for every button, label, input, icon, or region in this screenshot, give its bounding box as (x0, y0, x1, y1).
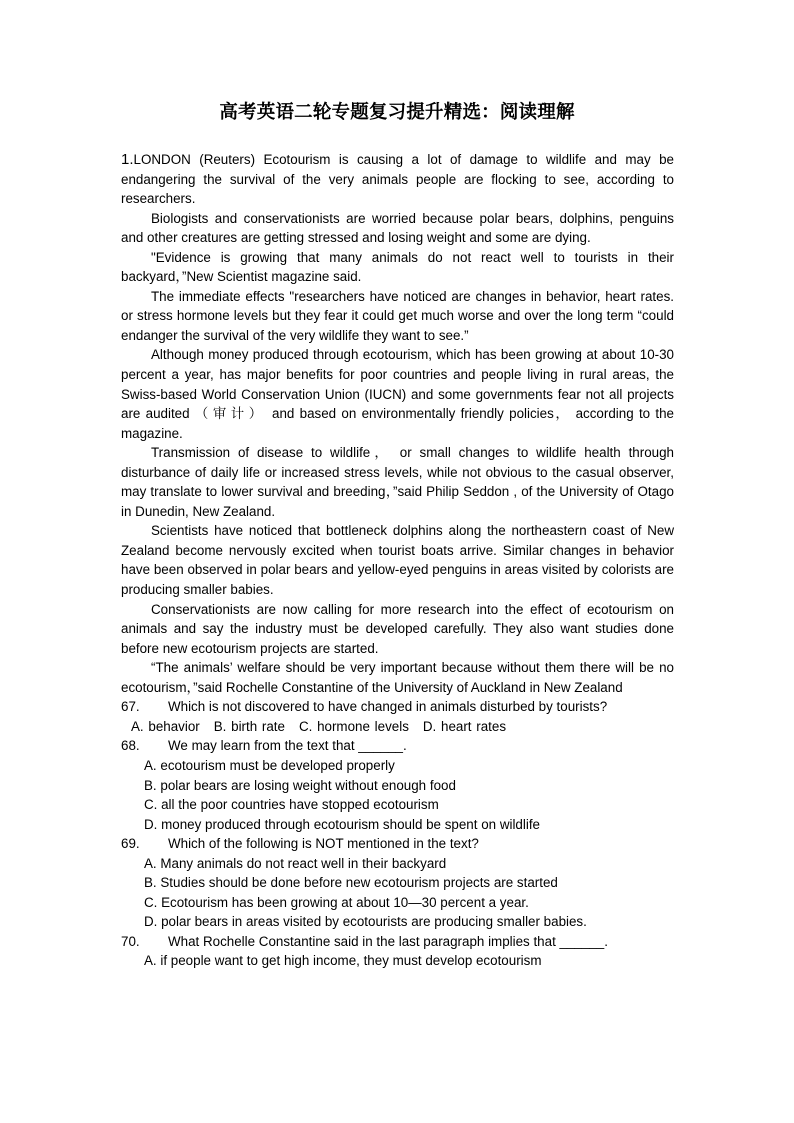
paragraph-2: Biologists and conservationists are worried because polar bears, dolphins, penguins and other creatures are getting stressed and losing weight and some are dying. (121, 210, 674, 246)
paragraph-6: Transmission of disease to wildlife， or small changes to wildlife health through disturbance of daily life or increased stress levels, while not obvious to the casual observer, may translate to lower survival and breeding，”said Philip Seddon , of the University of Otago in Dunedin, New Zealand. (121, 445, 674, 519)
question-67-options (121, 717, 674, 737)
option-a: A. behavior (131, 718, 200, 734)
option-d: D. heart rates (422, 718, 507, 734)
option-b: B. Studies should be done before new ecotourism projects are started (144, 875, 558, 891)
question-70 (121, 932, 674, 952)
chinese-gloss: （审计） (194, 406, 267, 422)
option-d: D. money produced through ecotourism should be spent on wildlife (144, 816, 540, 832)
question-69 (121, 834, 674, 854)
option-d: D. polar bears in areas visited by ecotourists are producing smaller babies. (144, 914, 587, 930)
question-68 (121, 736, 674, 756)
paragraph-5 (121, 345, 674, 443)
option-b: B. birth rate (213, 718, 285, 734)
question-number: 67. (121, 699, 140, 715)
paragraph-1 (121, 150, 674, 209)
question-number: 69. (121, 836, 140, 852)
option-c: C. Ecotourism has been growing at about 10—30 percent a year. (144, 894, 529, 910)
paragraph-5-text-b: and based on environmentally friendly policies， according to the magazine. (121, 406, 675, 441)
page-title: 高考英语二轮专题复习提升精选：阅读理解 (219, 102, 575, 123)
question-67 (121, 697, 674, 717)
option-c: C. hormone levels (298, 718, 409, 734)
paragraph-8: Conservationists are now calling for more research into the effect of ecotourism on animals and say the industry must be developed carefully. They also want studies done before new ecotourism projects are started. (121, 601, 674, 656)
paragraph-4: The immediate effects "researchers have noticed are changes in behavior, heart rates. or stress hormone levels but they fear it could get much worse and over the long term “could endanger the survival of the very wildlife they want to see.” (121, 288, 674, 343)
option-a: A. ecotourism must be developed properly (144, 757, 395, 773)
question-stem: We may learn from the text that ______. (168, 738, 407, 754)
option-b: B. polar bears are losing weight without enough food (144, 777, 456, 793)
option-c: C. all the poor countries have stopped ecotourism (144, 797, 439, 813)
option-a: A. Many animals do not react well in their backyard (144, 855, 447, 871)
question-stem: Which is not discovered to have changed in animals disturbed by tourists? (168, 699, 608, 715)
paragraph-7: Scientists have noticed that bottleneck dolphins along the northeastern coast of New Zealand become nervously excited when tourist boats arrive. Similar changes in behavior have been observed in polar bears and yellow-eyed penguins in areas visited by colorists are producing smaller babies. (121, 523, 674, 598)
paragraph-3: "Evidence is growing that many animals do not react well to tourists in their backyard，”New Scientist magazine said. (121, 249, 674, 285)
paragraph-9: “The animals’ welfare should be very important because without them there will be no ecotourism，”said Rochelle Constantine of the University of Auckland in New Zealand (121, 660, 674, 695)
question-stem: What Rochelle Constantine said in the last paragraph implies that ______. (168, 933, 608, 949)
question-number: 68. (121, 738, 140, 754)
question-stem: Which of the following is NOT mentioned in the text? (168, 836, 479, 852)
passage-number: 1. (121, 151, 134, 168)
passage-body (121, 150, 674, 971)
paragraph-5-text-a: Although money produced through ecotourism, which has been growing at about 10-30 percent a year, has major benefits for poor countries and people living in rural areas, the Swiss-based World Conservation Union (IUCN) and some governments fear not all projects are audited (121, 347, 674, 422)
option-a: A. if people want to get high income, they must develop ecotourism (144, 953, 542, 969)
paragraph-1-text: LONDON (Reuters) Ecotourism is causing a lot of damage to wildlife and may be endangering the survival of the very animals people are flocking to see, according to researchers. (121, 152, 674, 207)
question-number: 70. (121, 933, 140, 949)
